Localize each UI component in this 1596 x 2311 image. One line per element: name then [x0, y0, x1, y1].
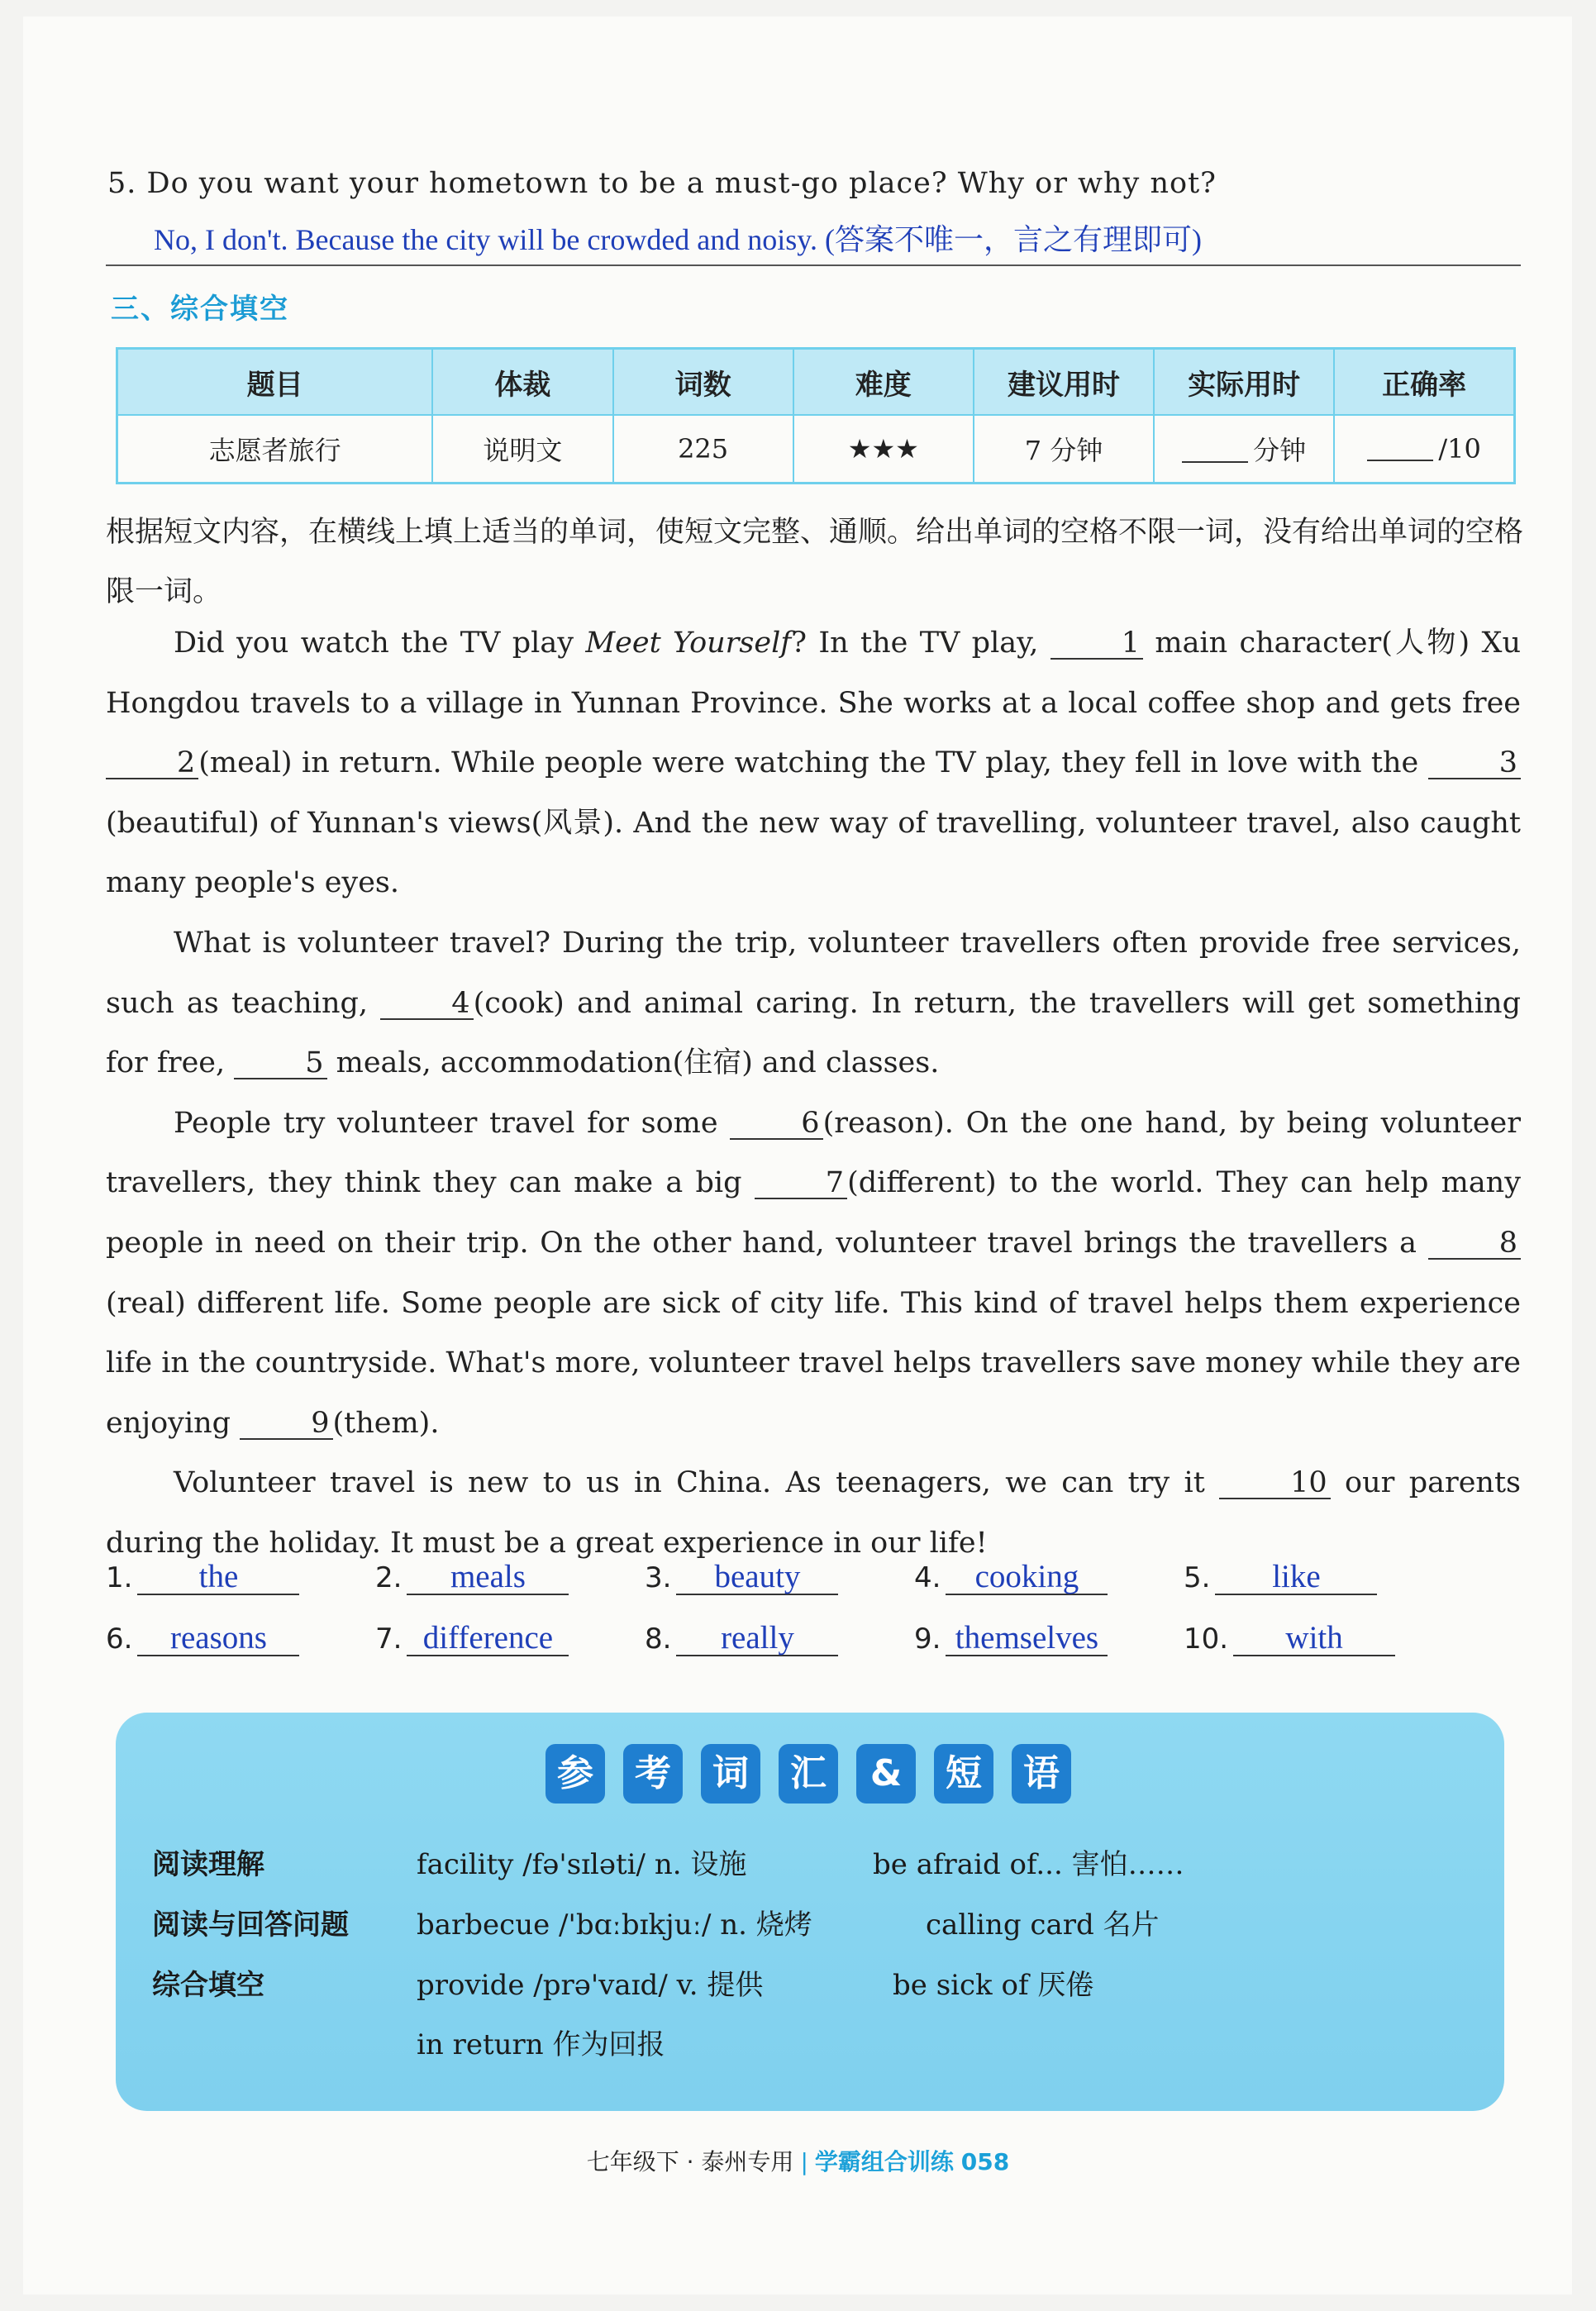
cell-suggested-time: 7 分钟 — [974, 415, 1154, 484]
text: Did you watch the TV play — [174, 627, 586, 660]
blank-7[interactable]: 7 — [755, 1168, 847, 1199]
actual-time-unit: 分钟 — [1253, 435, 1307, 466]
play-title: Meet Yourself — [585, 627, 792, 660]
answer-number: 1. — [106, 1561, 133, 1594]
paragraph-1 — [106, 613, 1521, 913]
cell-title: 志愿者旅行 — [117, 415, 433, 484]
answer-item — [645, 1622, 838, 1656]
answer-value[interactable]: beauty — [676, 1561, 838, 1595]
question-5-prompt: 5. Do you want your hometown to be a must-go place? Why or why not? — [107, 167, 1217, 200]
blank-9[interactable]: 9 — [240, 1408, 332, 1440]
blank-3[interactable]: 3 — [1428, 748, 1521, 779]
text: main character(人物) Xu Hongdou travels to a village in Yunnan Province. She works at a local coffee shop and gets free — [106, 627, 1521, 720]
answer-value[interactable]: the — [137, 1561, 299, 1595]
text: (different) to the world. They can help many people in need on their trip. On the other hand, volunteer travel brings the travellers a — [106, 1166, 1521, 1260]
text: (real) different life. Some people are sick of city life. This kind of travel helps them experience life in the countryside. What's more, volunteer travel helps travellers save money while they are enjoying — [106, 1286, 1521, 1440]
title-badge: 参 — [545, 1744, 605, 1804]
footer — [0, 2144, 1596, 2177]
title-badge: 词 — [701, 1744, 760, 1804]
blank-8[interactable]: 8 — [1428, 1228, 1521, 1260]
answer-key — [106, 1561, 1527, 1683]
vocab-item: in return 作为回报 — [417, 2028, 665, 2061]
answer-item — [375, 1622, 569, 1656]
answer-value[interactable]: really — [676, 1622, 838, 1656]
text: Volunteer travel is new to us in China. As teenagers, we can try it — [174, 1466, 1220, 1500]
vocab-box — [116, 1713, 1504, 2111]
answer-item — [914, 1622, 1108, 1656]
vocab-item: provide /prə'vaɪd/ v. 提供 — [417, 1969, 764, 2002]
blank-1[interactable]: 1 — [1051, 628, 1143, 660]
vocab-item: barbecue /'bɑːbɪkjuː/ n. 烧烤 — [417, 1908, 812, 1942]
header-suggested-time: 建议用时 — [974, 349, 1154, 416]
cell-genre: 说明文 — [432, 415, 612, 484]
answer-number: 4. — [914, 1561, 941, 1594]
answer-number: 9. — [914, 1622, 941, 1656]
accuracy-blank[interactable] — [1367, 435, 1433, 461]
info-table — [116, 347, 1516, 484]
text: (reason). On the one hand, by being volunteer travellers, they think they can make a big — [106, 1106, 1521, 1200]
text: What is volunteer travel? During the trip, volunteer travellers often provide free services, such as teaching, — [106, 926, 1521, 1020]
vocab-category: 阅读理解 — [152, 1848, 264, 1881]
answer-value[interactable]: meals — [407, 1561, 569, 1595]
paragraph-3 — [106, 1094, 1521, 1454]
answer-number: 2. — [375, 1561, 403, 1594]
header-genre: 体裁 — [432, 349, 612, 416]
cell-words: 225 — [613, 415, 793, 484]
text: (cook) and animal caring. In return, the travellers will get something for free, — [106, 986, 1521, 1080]
blank-2[interactable]: 2 — [106, 748, 198, 779]
text: (meal) in return. While people were watching the TV play, they fell in love with the — [198, 746, 1428, 780]
vocab-item: facility /fə'sɪləti/ n. 设施 — [417, 1848, 747, 1881]
blank-10[interactable]: 10 — [1219, 1468, 1331, 1499]
cell-accuracy[interactable] — [1334, 415, 1514, 484]
blank-6[interactable]: 6 — [730, 1108, 822, 1140]
vocab-item: calling card 名片 — [926, 1908, 1160, 1942]
info-table-header-row — [117, 349, 1515, 416]
title-badge: 短 — [934, 1744, 993, 1804]
text: ? In the TV play, — [791, 627, 1051, 660]
paragraph-2 — [106, 913, 1521, 1094]
answer-row — [106, 1561, 1527, 1622]
footer-brand: 学霸组合训练 — [814, 2148, 954, 2175]
answer-value[interactable]: reasons — [137, 1622, 299, 1656]
section-title: 三、综合填空 — [111, 293, 289, 326]
title-badge: 语 — [1012, 1744, 1071, 1804]
answer-number: 5. — [1184, 1561, 1211, 1594]
blank-5[interactable]: 5 — [234, 1048, 326, 1079]
answer-value[interactable]: themselves — [946, 1622, 1108, 1656]
actual-time-blank[interactable] — [1182, 436, 1248, 463]
header-title: 题目 — [117, 349, 433, 416]
page-number: 058 — [960, 2148, 1010, 2175]
header-words: 词数 — [613, 349, 793, 416]
title-badge: & — [856, 1744, 916, 1804]
divider — [106, 264, 1521, 266]
title-badge: 汇 — [779, 1744, 838, 1804]
accuracy-total: /10 — [1438, 433, 1481, 465]
answer-number: 10. — [1184, 1622, 1229, 1656]
answer-number: 3. — [645, 1561, 672, 1594]
passage — [106, 613, 1521, 1574]
answer-value[interactable]: with — [1233, 1622, 1395, 1656]
answer-item — [1184, 1622, 1395, 1656]
cell-actual-time[interactable] — [1154, 415, 1334, 484]
answer-number: 6. — [106, 1622, 133, 1656]
text: our parents during the holiday. It must be a great experience in our life! — [106, 1466, 1521, 1560]
answer-item — [375, 1561, 569, 1595]
text: (them). — [332, 1406, 440, 1440]
vocab-item: be sick of 厌倦 — [893, 1969, 1094, 2002]
text: meals, accommodation(住宿) and classes. — [326, 1046, 940, 1080]
info-table-row — [117, 415, 1515, 484]
vocab-item: be afraid of... 害怕…… — [873, 1848, 1184, 1881]
footer-separator: | — [800, 2148, 808, 2175]
header-actual-time: 实际用时 — [1154, 349, 1334, 416]
header-difficulty: 难度 — [793, 349, 974, 416]
answer-item — [645, 1561, 838, 1595]
text: People try volunteer travel for some — [174, 1106, 731, 1140]
cell-difficulty: ★★★ — [793, 415, 974, 484]
title-badge: 考 — [623, 1744, 683, 1804]
answer-item — [106, 1622, 299, 1656]
vocab-category: 阅读与回答问题 — [152, 1908, 349, 1942]
vocab-category: 综合填空 — [152, 1969, 264, 2002]
answer-value[interactable]: cooking — [946, 1561, 1108, 1595]
answer-row — [106, 1622, 1527, 1683]
answer-item — [106, 1561, 299, 1595]
answer-value[interactable]: difference — [407, 1622, 569, 1656]
answer-item — [914, 1561, 1108, 1595]
question-5-answer: No, I don't. Because the city will be crowded and noisy. (答案不唯一，言之有理即可) — [154, 223, 1202, 256]
footer-grade: 七年级下 · 泰州专用 — [586, 2148, 794, 2175]
answer-number: 8. — [645, 1622, 672, 1656]
instructions: 根据短文内容，在横线上填上适当的单词，使短文完整、通顺。给出单词的空格不限一词，没有给出单词的空格限一词。 — [106, 516, 1524, 608]
text: (beautiful) of Yunnan's views(风景). And the new way of travelling, volunteer travel, also caught many people's eyes. — [106, 806, 1521, 900]
paragraph-4 — [106, 1453, 1521, 1573]
header-accuracy: 正确率 — [1334, 349, 1514, 416]
blank-4[interactable]: 4 — [380, 989, 473, 1020]
answer-item — [1184, 1561, 1377, 1595]
answer-value[interactable]: like — [1215, 1561, 1377, 1595]
answer-number: 7. — [375, 1622, 403, 1656]
